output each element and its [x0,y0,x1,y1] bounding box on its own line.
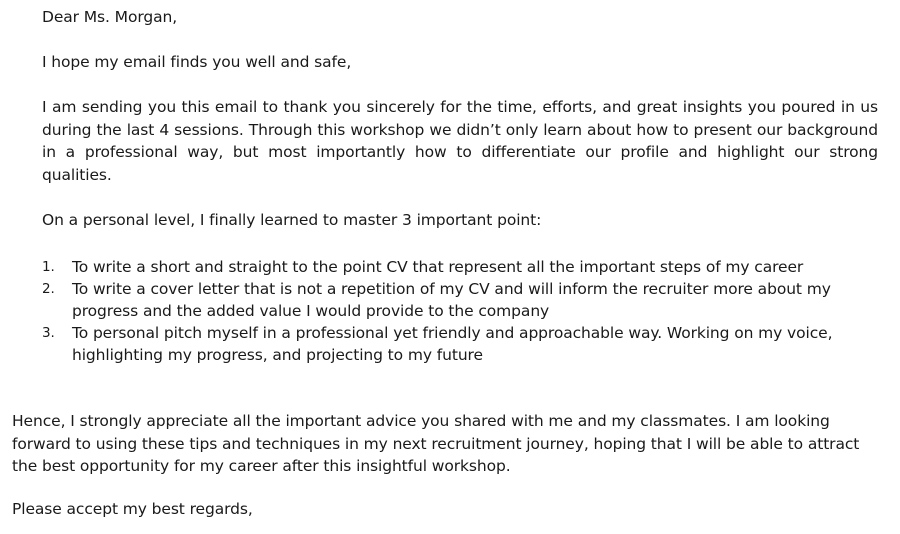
list-item-text: To write a cover letter that is not a repetition of my CV and will inform the recruiter more about my progress and the added value I would provide to the company [72,280,831,320]
list-item-number: 1. [42,259,55,275]
letter-signoff: Please accept my best regards, [12,500,253,518]
letter-personal-intro: On a personal level, I finally learned to master 3 important point: [42,211,542,229]
list-item [42,256,880,278]
list-item [42,322,880,366]
list-item-text: To personal pitch myself in a professional yet friendly and approachable way. Working on my voice, highlighting my progress, and projecting to my future [72,324,833,364]
letter-greeting: Dear Ms. Morgan, [42,8,178,26]
learned-points-list [42,256,880,366]
list-item [42,278,880,322]
letter-opening-line: I hope my email finds you well and safe, [42,53,352,71]
list-item-text: To write a short and straight to the point CV that represent all the important steps of my career [72,258,804,276]
letter-thanks-paragraph: I am sending you this email to thank you sincerely for the time, efforts, and great insights you poured in us during the last 4 sessions. Through this workshop we didn’t only learn about how to present our background in a professional way, but most importantly how to differentiate our profile and highlight our strong qualities. [42,98,878,184]
letter-closing-paragraph: Hence, I strongly appreciate all the important advice you shared with me and my classmates. I am looking forward to using these tips and techniques in my next recruitment journey, hoping that I will be able to attract the best opportunity for my career after this insightful workshop. [12,412,860,475]
list-item-number: 3. [42,325,55,341]
list-item-number: 2. [42,281,55,297]
